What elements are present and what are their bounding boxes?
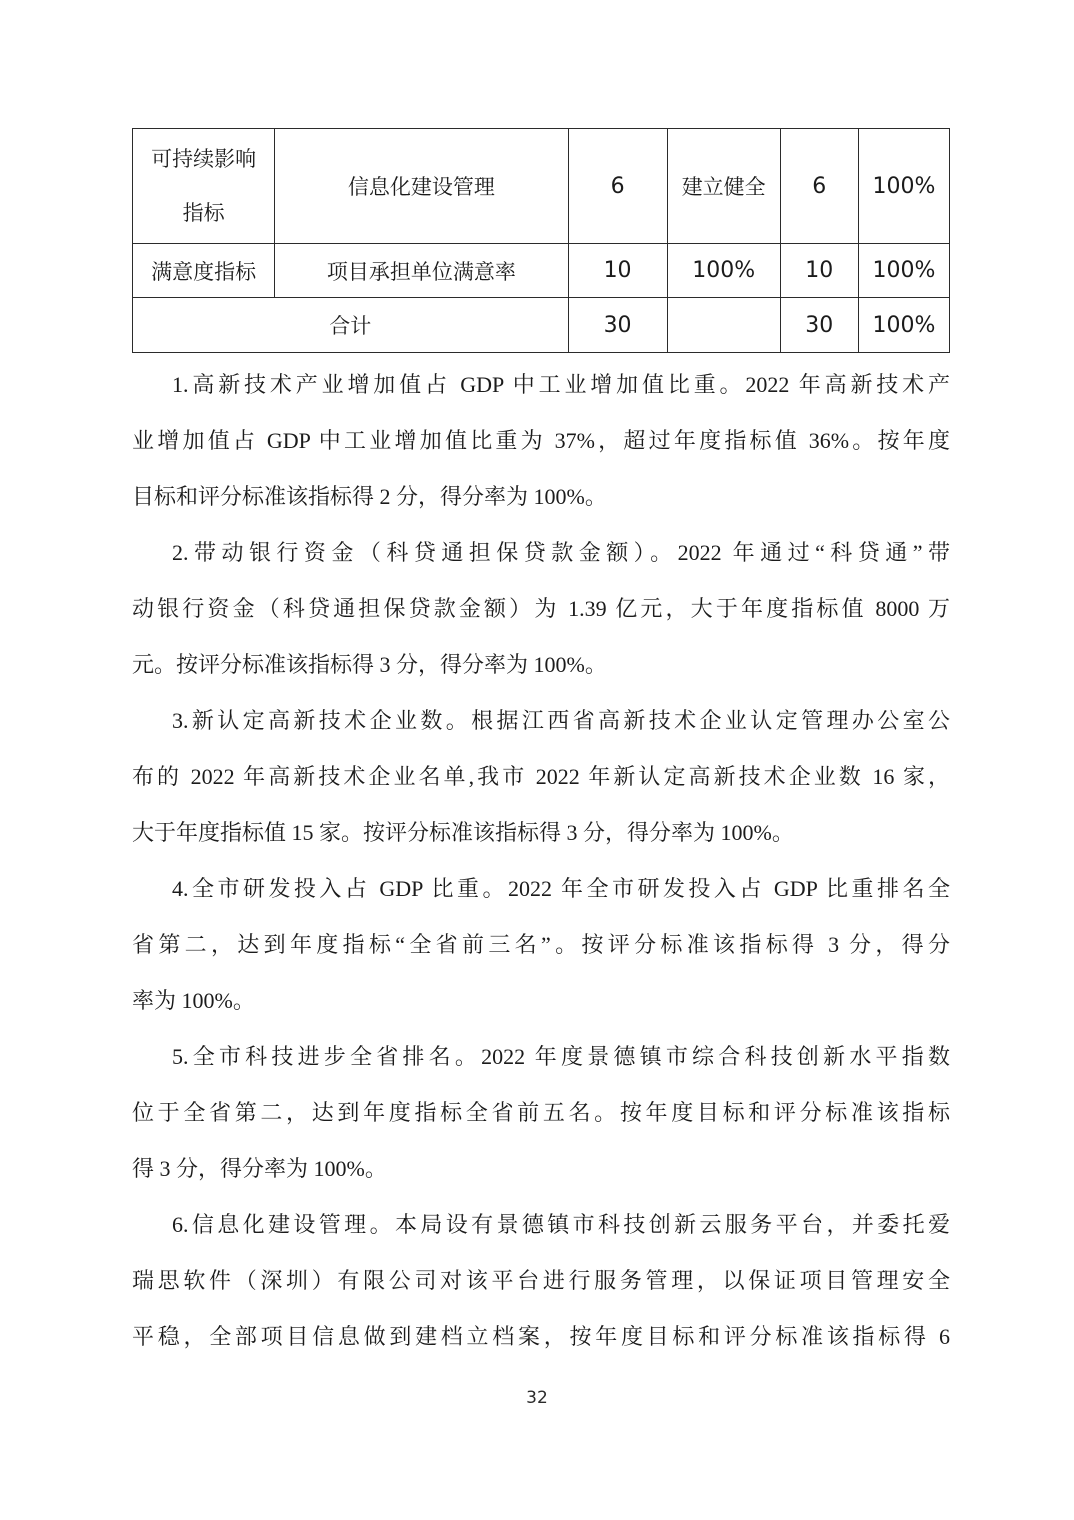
cell-score: 6	[780, 129, 858, 244]
cell-target	[667, 298, 780, 353]
body-line: 大于年度指标值 15 家。按评分标准该指标得 3 分，得分率为 100%。	[132, 820, 794, 845]
cell-rate: 100%	[858, 244, 949, 298]
body-line: 6.信息化建设管理。本局设有景德镇市科技创新云服务平台，并委托爱	[172, 1212, 950, 1237]
table-row	[133, 129, 950, 244]
body-line: 目标和评分标准该指标得 2 分，得分率为 100%。	[132, 484, 607, 509]
body-line: 瑞思软件（深圳）有限公司对该平台进行服务管理，以保证项目管理安全	[132, 1268, 950, 1293]
body-line: 率为 100%。	[132, 988, 255, 1013]
cell-weight: 6	[568, 129, 667, 244]
body-text	[132, 357, 950, 1365]
body-line: 3.新认定高新技术企业数。根据江西省高新技术企业认定管理办公室公	[172, 708, 950, 733]
cell-score: 10	[780, 244, 858, 298]
cell-indicator-name: 项目承担单位满意率	[275, 244, 568, 298]
body-line: 元。按评分标准该指标得 3 分，得分率为 100%。	[132, 652, 607, 677]
category-line-2: 指标	[182, 201, 225, 225]
score-table	[132, 128, 950, 353]
cell-target: 100%	[667, 244, 780, 298]
cell-indicator-category: 满意度指标	[133, 244, 275, 298]
cell-weight: 30	[568, 298, 667, 353]
body-line: 平稳，全部项目信息做到建档立档案，按年度目标和评分标准该指标得 6	[132, 1324, 950, 1349]
body-line: 动银行资金（科贷通担保贷款金额）为 1.39 亿元，大于年度指标值 8000 万	[132, 596, 950, 621]
table-row	[133, 244, 950, 298]
table-row-total	[133, 298, 950, 353]
body-line: 1.高新技术产业增加值占 GDP 中工业增加值比重。2022 年高新技术产	[172, 372, 950, 397]
body-line: 布的 2022 年高新技术企业名单,我市 2022 年新认定高新技术企业数 16 家，	[132, 764, 950, 789]
page-number: 32	[526, 1388, 548, 1408]
cell-score: 30	[780, 298, 858, 353]
cell-indicator-name: 信息化建设管理	[275, 129, 568, 244]
cell-rate: 100%	[858, 298, 949, 353]
body-line: 位于全省第二，达到年度指标全省前五名。按年度目标和评分标准该指标	[132, 1100, 950, 1125]
category-line-1: 可持续影响	[151, 147, 257, 171]
body-line: 业增加值占 GDP 中工业增加值比重为 37%，超过年度指标值 36%。按年度	[132, 428, 950, 453]
body-line: 得 3 分，得分率为 100%。	[132, 1156, 387, 1181]
cell-total-label: 合计	[133, 298, 569, 353]
cell-indicator-category	[133, 129, 275, 244]
cell-weight: 10	[568, 244, 667, 298]
body-line: 省第二，达到年度指标“全省前三名”。按评分标准该指标得 3 分，得分	[132, 932, 950, 957]
body-line: 5.全市科技进步全省排名。2022 年度景德镇市综合科技创新水平指数	[172, 1044, 950, 1069]
cell-rate: 100%	[858, 129, 949, 244]
body-line: 2.带动银行资金（科贷通担保贷款金额）。2022 年通过“科贷通”带	[172, 540, 950, 565]
body-line: 4.全市研发投入占 GDP 比重。2022 年全市研发投入占 GDP 比重排名全	[172, 876, 950, 901]
cell-target: 建立健全	[667, 129, 780, 244]
